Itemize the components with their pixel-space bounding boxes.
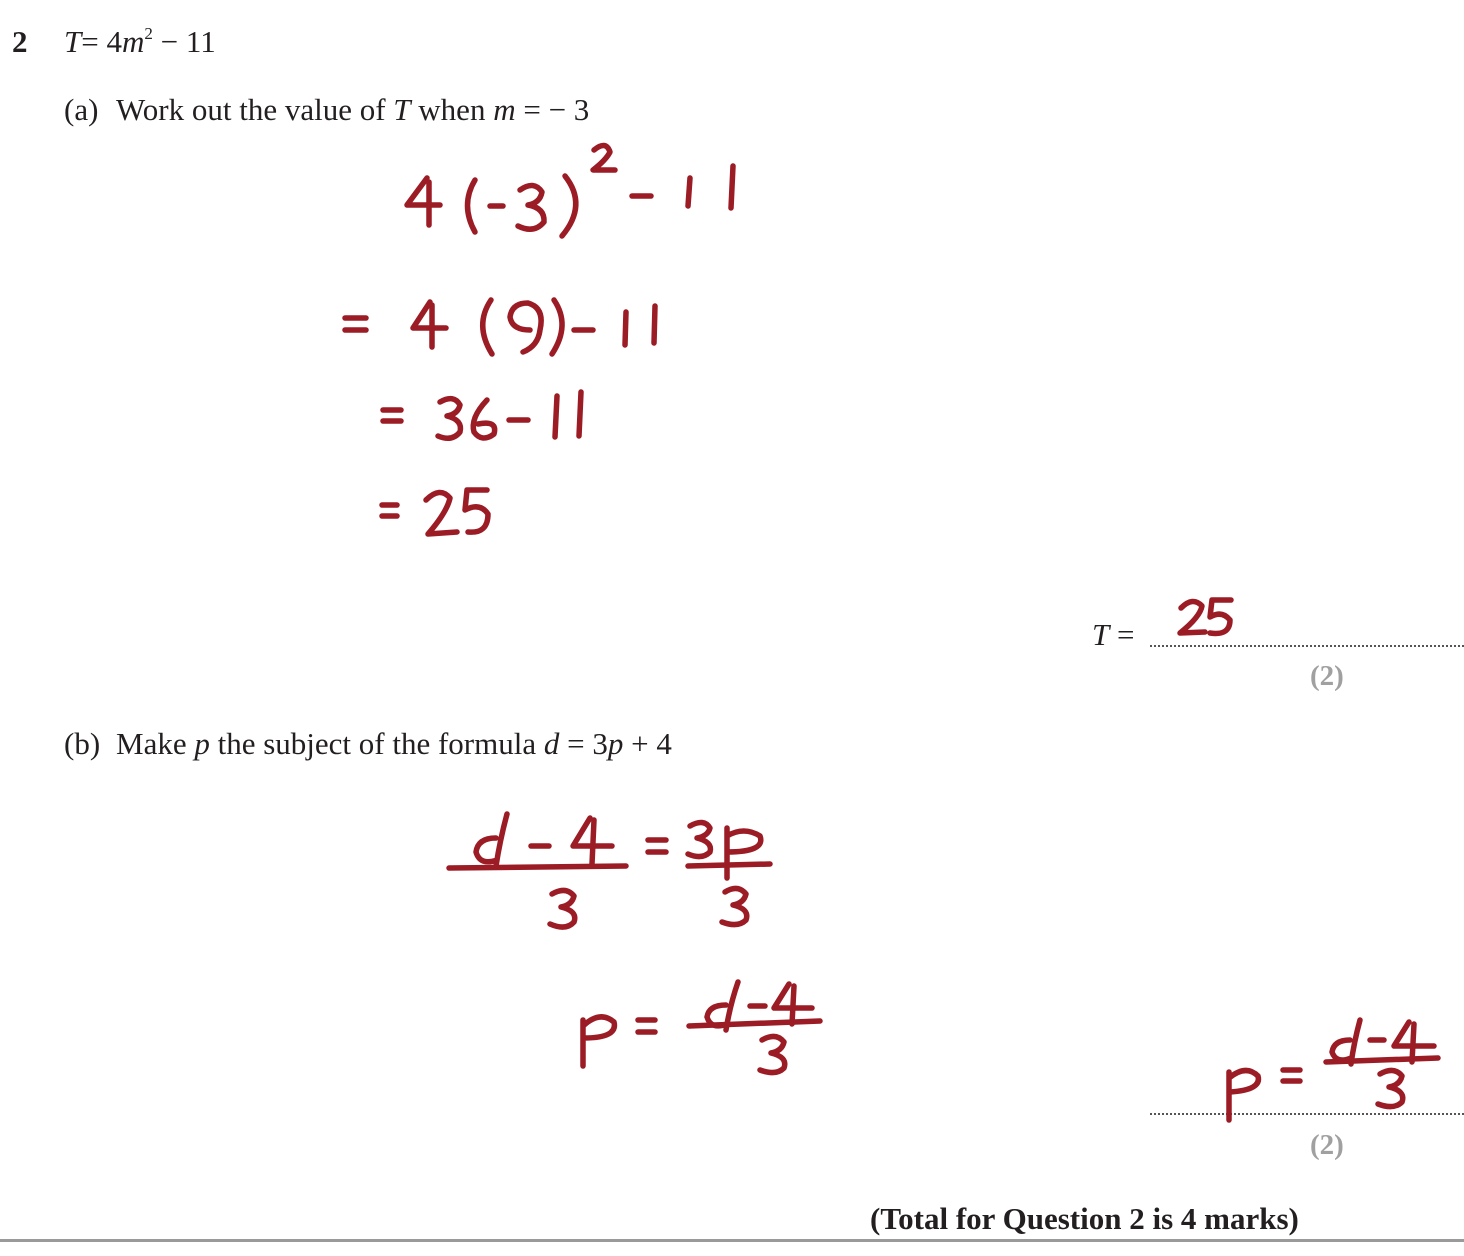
- formula-var-m: m: [121, 24, 145, 59]
- question-total: (Total for Question 2 is 4 marks): [870, 1201, 1299, 1236]
- part-a-answer-label: T =: [1092, 617, 1135, 652]
- formula-rest: − 11: [152, 24, 216, 59]
- formula-var-t: T: [64, 24, 82, 59]
- formula-exponent: 2: [144, 24, 153, 43]
- part-b-prompt: (b) Make p the subject of the formula d = 3p + 4: [64, 726, 672, 761]
- question-number: 2: [12, 24, 28, 59]
- part-b-label: (b): [64, 726, 101, 761]
- bottom-divider: [0, 1239, 1464, 1242]
- part-a-prompt: (a) Work out the value of T when m = − 3: [64, 92, 590, 127]
- part-a-marks: (2): [1310, 660, 1344, 692]
- part-b-marks: (2): [1310, 1129, 1344, 1161]
- part-a-label: (a): [64, 92, 99, 127]
- formula-eq: = 4: [81, 24, 122, 59]
